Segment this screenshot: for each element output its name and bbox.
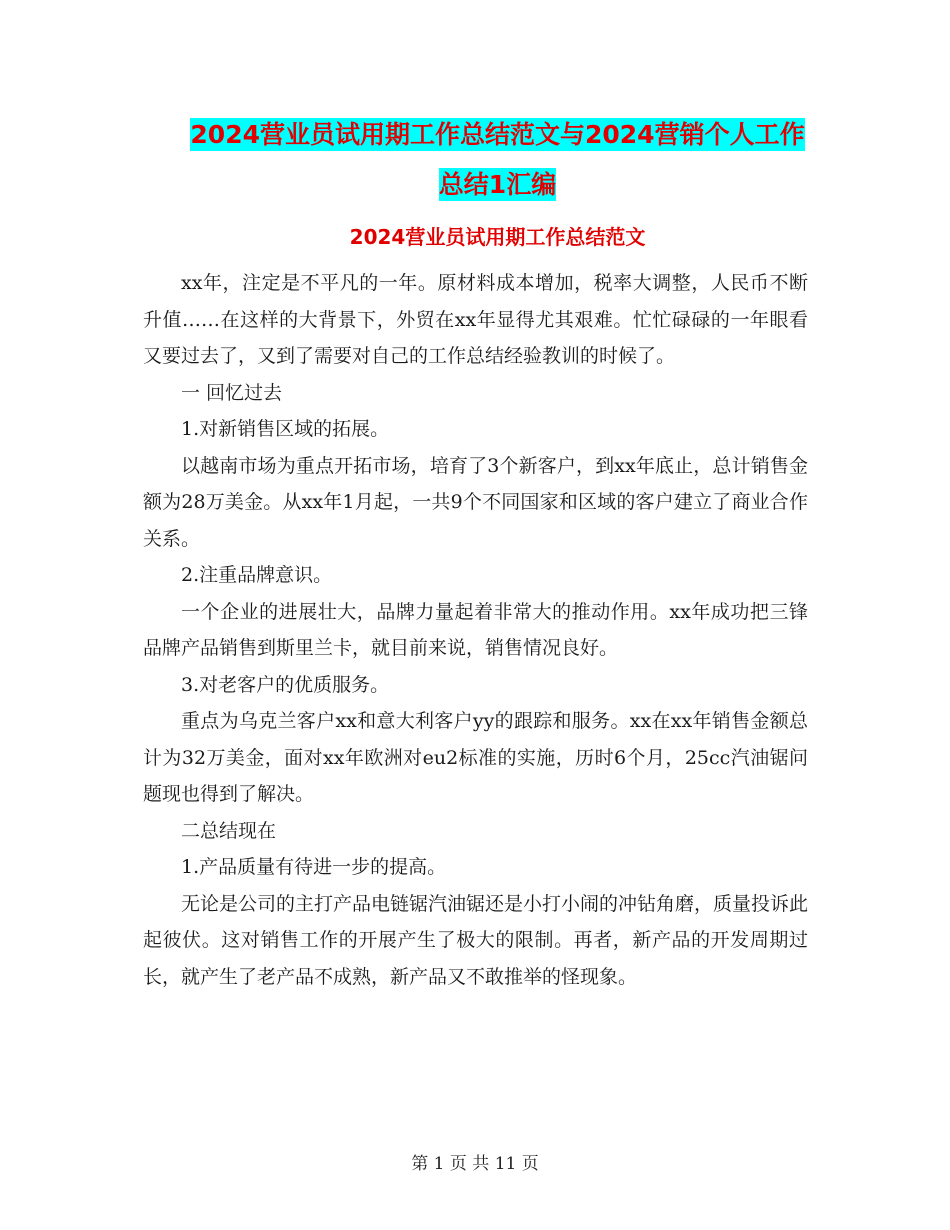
paragraph: 1.产品质量有待进一步的提高。	[181, 856, 447, 878]
paragraph: 1.对新销售区域的拓展。	[181, 418, 390, 440]
title-line-1-text: 2024营业员试用期工作总结范文与2024营销个人工作	[190, 120, 805, 149]
title-line-2-text: 总结1汇编	[438, 170, 557, 199]
paragraph: 一个企业的进展壮大，品牌力量起着非常大的推动作用。xx年成功把三锋品牌产品销售到斯里兰卡，就目前来说，销售情况良好。	[143, 600, 808, 659]
page-footer: 第 1 页 共 11 页	[411, 1154, 539, 1174]
title-line-2	[140, 160, 855, 210]
paragraph: 无论是公司的主打产品电链锯汽油锯还是小打小闹的冲钻角磨，质量投诉此起彼伏。这对销售工作的开展产生了极大的限制。再者，新产品的开发周期过长，就产生了老产品不成熟，新产品又不敢推举的怪现象。	[143, 892, 809, 988]
paragraph: 重点为乌克兰客户xx和意大利客户yy的跟踪和服务。xx在xx年销售金额总计为32万美金，面对xx年欧洲对eu2标准的实施，历时6个月，25cc汽油锯问题现也得到了解决。	[143, 710, 808, 805]
paragraph: 3.对老客户的优质服务。	[181, 673, 390, 696]
section-title: 2024营业员试用期工作总结范文	[349, 225, 646, 249]
document-title	[140, 110, 855, 210]
paragraph: 一 回忆过去	[181, 381, 283, 404]
paragraph: 2.注重品牌意识。	[181, 564, 333, 586]
title-line-1	[140, 110, 855, 160]
paragraph: xx年，注定是不平凡的一年。原材料成本增加，税率大调整，人民币不断升值……在这样的大背景下，外贸在xx年显得尤其艰难。忙忙碌碌的一年眼看又要过去了，又到了需要对自己的工作总结经验教训的时候了。	[143, 272, 808, 367]
document-body	[143, 265, 808, 995]
paragraph: 以越南市场为重点开拓市场，培育了3个新客户，到xx年底止，总计销售金额为28万美金。从xx年1月起，一共9个不同国家和区域的客户建立了商业合作关系。	[143, 454, 808, 550]
paragraph: 二总结现在	[181, 819, 277, 842]
